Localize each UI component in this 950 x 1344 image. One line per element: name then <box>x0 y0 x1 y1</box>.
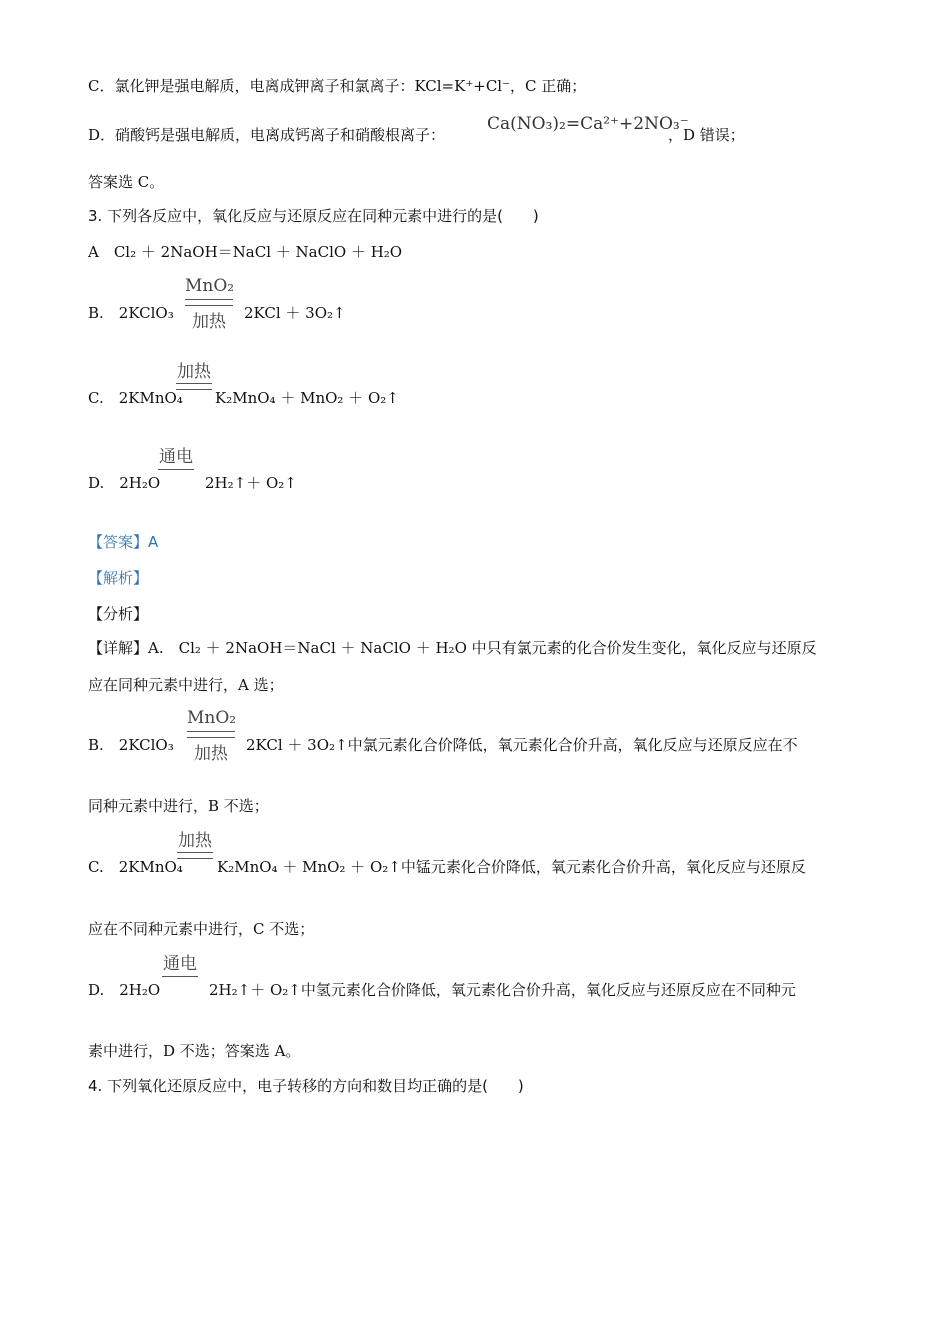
question-3-title: 3. 下列各反应中，氧化反应与还原反应在同种元素中进行的是( ) <box>88 207 539 225</box>
detail-c-equal-sign <box>177 852 213 859</box>
q3-d-line <box>158 469 194 470</box>
q3-c-condition-top: 加热 <box>177 362 211 382</box>
detail-b-line-2: 同种元素中进行，B 不选； <box>88 797 269 815</box>
question-4-title: 4. 下列氧化还原反应中，电子转移的方向和数目均正确的是( ) <box>88 1077 524 1095</box>
fenxi-label: 【分析】 <box>88 605 149 623</box>
q3-option-c-right: K₂MnO₄ ＋ MnO₂ ＋ O₂↑ <box>215 389 399 407</box>
detail-d-condition-top: 通电 <box>163 954 197 974</box>
detail-a-line-2: 应在同种元素中进行，A 选； <box>88 676 284 694</box>
q3-b-equal-sign <box>185 299 233 306</box>
prev-option-d-text: D．硝酸钙是强电解质，电离成钙离子和硝酸根离子： <box>88 126 446 144</box>
prev-option-d-tail: ，D 错误； <box>668 126 745 144</box>
answer-label: 【答案】A <box>88 533 159 551</box>
detail-d-line-2: 素中进行，D 不选；答案选 A。 <box>88 1042 301 1060</box>
q3-b-condition-top: MnO₂ <box>185 276 235 296</box>
detail-b-condition-bottom: 加热 <box>194 744 228 764</box>
detail-c-right: K₂MnO₄ ＋ MnO₂ ＋ O₂↑中锰元素化合价降低，氧元素化合价升高，氧化反应与还原反 <box>217 858 806 876</box>
detail-c-condition-top: 加热 <box>178 831 212 851</box>
detail-b-right: 2KCl ＋ 3O₂↑中氯元素化合价降低，氧元素化合价升高，氧化反应与还原反应在不 <box>246 736 798 754</box>
detail-a-line-1: 【详解】A. Cl₂ ＋ 2NaOH＝NaCl ＋ NaClO ＋ H₂O 中只有氯元素的化合价发生变化，氧化反应与还原反 <box>88 639 817 657</box>
detail-b-left: B. 2KClO₃ <box>88 736 174 754</box>
detail-d-left: D. 2H₂O <box>88 981 161 999</box>
detail-c-line-2: 应在不同种元素中进行，C 不选； <box>88 920 315 938</box>
q3-option-c-left: C. 2KMnO₄ <box>88 389 183 407</box>
q3-c-equal-sign <box>176 383 212 390</box>
q3-option-d-right: 2H₂↑＋ O₂↑ <box>205 474 297 492</box>
prev-option-c: C．氯化钾是强电解质，电离成钾离子和氯离子：KCl=K⁺+Cl⁻，C 正确； <box>88 77 587 95</box>
detail-d-right: 2H₂↑＋ O₂↑中氢元素化合价降低，氧元素化合价升高，氧化反应与还原反应在不同种元 <box>209 981 796 999</box>
prev-answer: 答案选 C。 <box>88 173 165 191</box>
detail-b-condition-top: MnO₂ <box>187 708 237 728</box>
analysis-label: 【解析】 <box>88 569 149 587</box>
q3-option-b-right: 2KCl ＋ 3O₂↑ <box>244 304 346 322</box>
q3-option-d-left: D. 2H₂O <box>88 474 161 492</box>
q3-b-condition-bottom: 加热 <box>192 312 226 332</box>
q3-d-condition-top: 通电 <box>159 447 193 467</box>
q3-option-a: A Cl₂ ＋ 2NaOH＝NaCl ＋ NaClO ＋ H₂O <box>88 243 403 261</box>
detail-d-line <box>162 976 198 977</box>
prev-option-d-formula: Ca(NO₃)₂=Ca²⁺+2NO₃⁻ <box>487 114 689 134</box>
detail-c-left: C. 2KMnO₄ <box>88 858 183 876</box>
detail-b-equal-sign <box>187 731 235 738</box>
q3-option-b-left: B. 2KClO₃ <box>88 304 174 322</box>
